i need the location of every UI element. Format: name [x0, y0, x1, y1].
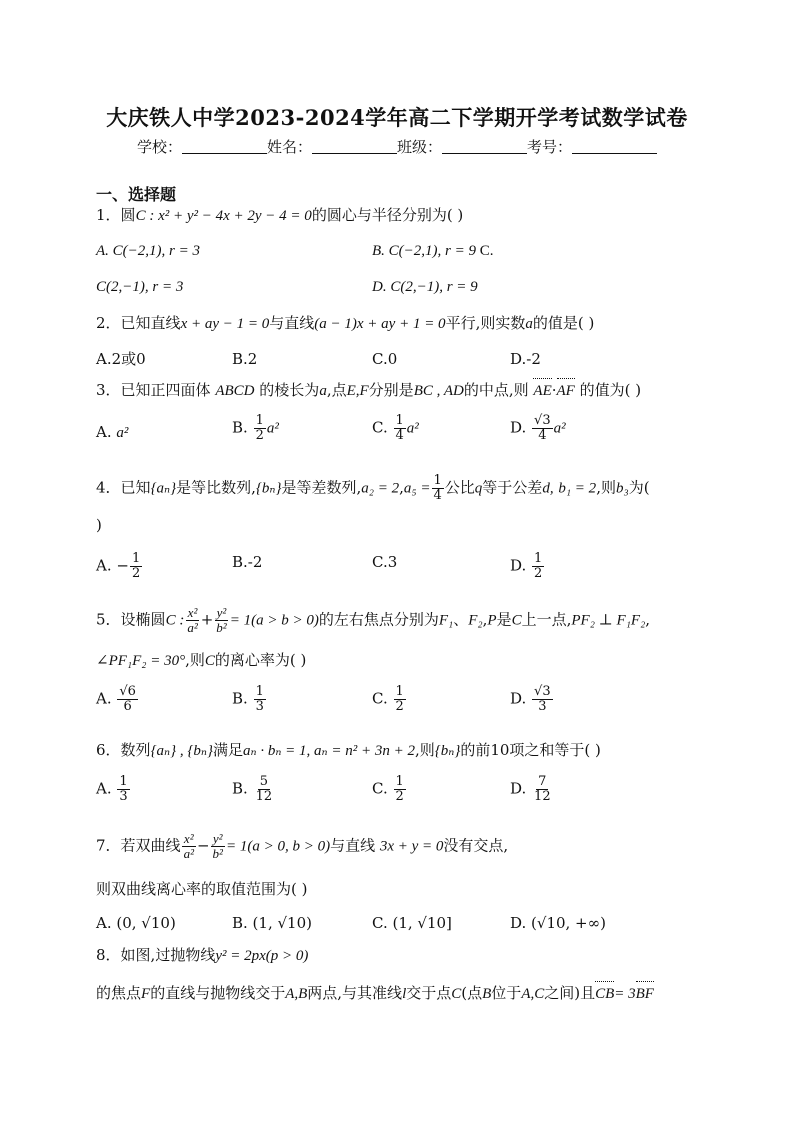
question-7-option-c: C. (1, √10]	[372, 914, 452, 932]
student-info-line	[0, 136, 794, 157]
exam-title: 大庆铁人中学2023-2024学年高二下学期开学考试数学试卷	[106, 105, 688, 130]
question-4-stem: 4．已知{aₙ}是等比数列,{bₙ}是等差数列,a₂ = 2,a₅ = $\frac{1}{4}$ 公比q等于公差d, b₁ = 2,则b₃为(	[96, 473, 650, 503]
question-5-option-d: D. $\frac{√3}{3}$	[510, 684, 551, 714]
question-4-option-c: C.3	[372, 553, 398, 571]
question-8-stem-continued: 的焦点F的直线与抛物线交于A,B两点,与其准线l交于点C(点B位于A,C之间)且CB= 3BF	[96, 984, 654, 1002]
class-blank	[442, 139, 527, 154]
question-4-option-a: A. − $\frac{1}{2}$	[96, 551, 141, 581]
question-1-option-b: B. C(−2,1), r = 9 C.	[372, 243, 494, 259]
question-1-option-a: A. C(−2,1), r = 3	[96, 243, 200, 259]
question-5-stem-continued: ∠PF₁F₂ = 30°,则C的离心率为( )	[96, 651, 307, 669]
question-4-option-d: D. $\frac{1}{2}$	[510, 551, 543, 581]
question-2-option-c: C.0	[372, 350, 398, 368]
question-2-option-b: B.2	[232, 350, 258, 368]
question-2-option-a: A.2或0	[96, 350, 146, 368]
question-7-stem: 7．若双曲线 $\frac{\text{x²}}{\text{a²}}$ − $\frac{\text{y²}}{\text{b²}}$ = 1(a > 0, b > 0)与直线 3x + y = 0没有交点,	[96, 831, 509, 861]
question-6-option-a: A. $\frac{1}{3}$	[96, 774, 128, 804]
question-6-option-b: B. $\frac{5}{12}$	[232, 774, 273, 804]
question-3-stem: 3．已知正四面体 ABCD 的棱长为a,点E,F分别是BC , AD的中点,则 AE·AF 的值为( )	[96, 381, 642, 399]
class-label: 班级：	[397, 138, 443, 156]
question-5-stem: 5．设椭圆C : $\frac{\text{x²}}{\text{a²}}$ + $\frac{\text{y²}}{\text{b²}}$ = 1(a > b > 0)的左右焦点分别为F₁、F₂,P是C上一点,PF₂ ⊥ F₁F₂,	[96, 605, 651, 635]
name-blank	[312, 139, 397, 154]
question-5-option-a: A. $\frac{√6}{6}$	[96, 684, 136, 714]
question-6-option-c: C. $\frac{1}{2}$	[372, 774, 404, 804]
question-2-option-d: D.-2	[510, 350, 541, 368]
question-5-option-b: B. $\frac{1}{3}$	[232, 684, 264, 714]
question-3-option-a: A. a²	[96, 423, 129, 441]
question-7-option-b: B. (1, √10)	[232, 914, 312, 932]
question-3-option-c: C. $\frac{1}{4}$ a²	[372, 413, 419, 443]
section-title: 一、选择题	[96, 185, 177, 204]
question-3-option-b: B. $\frac{1}{2}$ a²	[232, 413, 279, 443]
question-3-option-d: D. $\frac{√3}{4}$ a²	[510, 413, 566, 443]
question-6-stem: 6．数列{aₙ} , {bₙ}满足aₙ · bₙ = 1, aₙ = n² + 3n + 2,则{bₙ}的前10项之和等于( )	[96, 741, 601, 759]
question-7-stem-continued: 则双曲线离心率的取值范围为( )	[96, 880, 308, 898]
name-label: 姓名：	[266, 138, 312, 156]
question-7-option-d: D. (√10, +∞)	[510, 914, 606, 932]
question-4-option-b: B.-2	[232, 553, 263, 571]
question-8-stem: 8．如图,过抛物线y² = 2px(p > 0)	[96, 946, 309, 964]
exam-number-label: 考号：	[527, 138, 573, 156]
question-5-option-c: C. $\frac{1}{2}$	[372, 684, 404, 714]
exam-number-blank	[572, 139, 657, 154]
question-6-option-d: D. $\frac{7}{12}$	[510, 774, 551, 804]
question-1-option-d: D. C(2,−1), r = 9	[372, 279, 478, 295]
question-4-stem-continued: )	[96, 516, 102, 534]
question-2-stem: 2．已知直线x + ay − 1 = 0与直线(a − 1)x + ay + 1 = 0平行,则实数a的值是( )	[96, 314, 595, 332]
school-label: 学校：	[136, 138, 182, 156]
school-blank	[182, 139, 267, 154]
question-1-stem: 1．圆C : x² + y² − 4x + 2y − 4 = 0的圆心与半径分别为( )	[96, 206, 464, 224]
question-7-option-a: A. (0, √10)	[96, 914, 176, 932]
question-1-option-c: C(2,−1), r = 3	[96, 279, 184, 295]
